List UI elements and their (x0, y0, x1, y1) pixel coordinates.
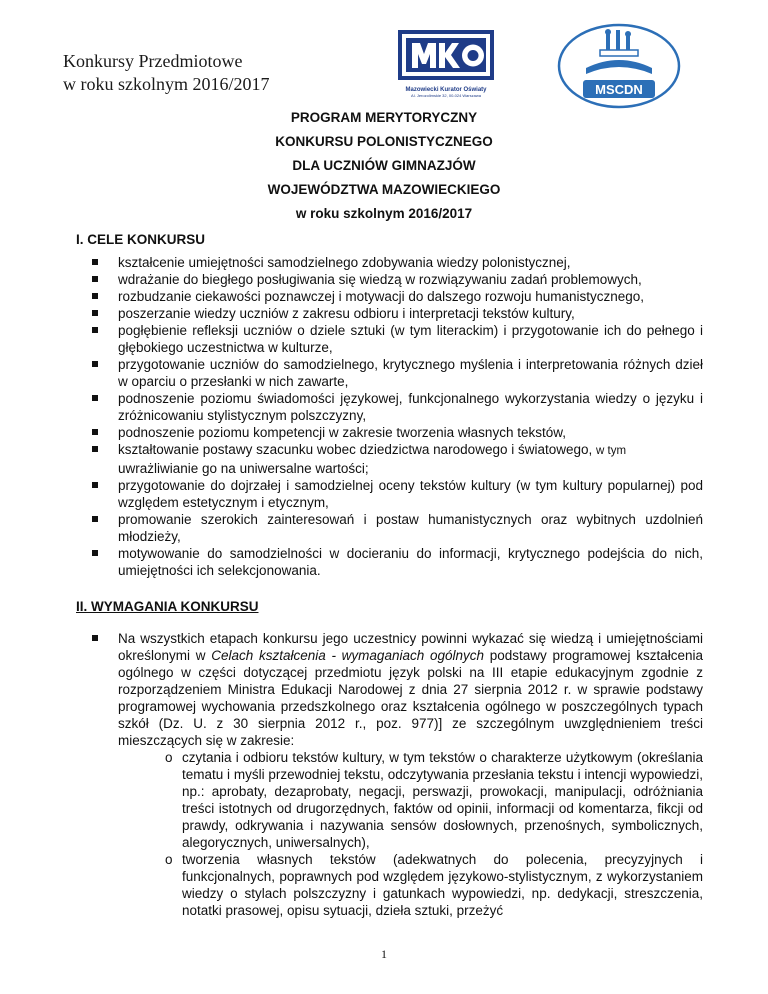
title-line-5: w roku szkolnym 2016/2017 (295, 206, 473, 221)
goal-item: rozbudzanie ciekawości poznawczej i motywacji do dalszego rozwoju humanistycznego, (118, 288, 703, 305)
requirements-list (118, 630, 703, 919)
goal-item: pogłębienie refleksji uczniów o dziele sztuki (w tym literackim) i przygotowanie ich do pełnego i głębokiego uczestnictwa w kulturze, (118, 323, 703, 355)
goal-item: przygotowanie uczniów do samodzielnego, krytycznego myślenia i interpretowania różnych dzieł w oparciu o przesłanki w nich zawarte, (118, 357, 703, 389)
mko-logo-name: Mazowiecki Kurator Oświaty (405, 87, 487, 93)
goal-item: motywowanie do samodzielności w docieraniu do informacji, krytycznego podejścia do nich, umiejętności ich selekcjonowania. (118, 546, 703, 578)
requirement-intro-a: Na wszystkich etapach konkursu jego uczestnicy powinni wykazać się wiedzą i umiejętnościami określonymi w (118, 631, 703, 663)
goal-item: kształcenie umiejętności samodzielnego zdobywania wiedzy polonistycznej, (118, 254, 703, 271)
program-title (0, 106, 768, 226)
goal-item: podnoszenie poziomu świadomości językowej, funkcjonalnego wykorzystania wiedzy o języku i zróżnicowaniu stylistycznym polszczyzny, (118, 391, 703, 423)
requirement-item (118, 630, 703, 919)
goal-item: podnoszenie poziomu kompetencji w zakresie tworzenia własnych tekstów, (118, 424, 703, 441)
mko-logo (398, 30, 494, 98)
goal-item: przygotowanie do dojrzałej i samodzielnej oceny tekstów kultury (w tym kultury popularnej) pod względem estetycznym i etycznym, (118, 478, 703, 510)
requirement-subitem (165, 749, 703, 851)
requirement-intro-italic: Celach kształcenia - wymaganiach ogólnych (211, 648, 484, 663)
header-line-2: w roku szkolnym 2016/2017 (63, 74, 270, 94)
mscdn-logo (556, 22, 682, 110)
goal-item: wdrażanie do biegłego posługiwania się wiedzą w rozwiązywaniu zadań problemowych, (118, 271, 703, 288)
mscdn-logo-text: MSCDN (595, 82, 643, 97)
requirement-sublist (165, 749, 703, 919)
mko-logo-icon (398, 30, 494, 80)
requirement-subitem-text: tworzenia własnych tekstów (adekwatnych do polecenia, precyzyjnych i funkcjonalnych, poprawnych pod względem językowo-stylistycznym, z wykorzystaniem wiedzy o stylach polszczyzny i gatunkach wypowiedzi, np. dedykacji, streszczenia, notatki prasowej, opisu sytuacji, dzieła sztuki, przeżyć (182, 852, 703, 918)
title-line-1: PROGRAM MERYTORYCZNY (290, 110, 478, 125)
header-title (63, 50, 270, 96)
requirement-intro-b: podstawy programowej kształcenia ogólnego w części dotyczącej przedmiotu język polski na III etapie edukacyjnym zgodnie z rozporządzeniem Ministra Edukacji Narodowej z dnia 27 sierpnia 2012 r. w sprawie podstawy programowej wychowania przedszkolnego oraz kształcenia ogólnego w poszczególnych typach szkół (Dz. U. z 30 sierpnia 2012 r., poz. 977)] ze szczególnym uwzględnieniem treści mieszczących się w zakresie: (118, 648, 703, 748)
goal-item: poszerzanie wiedzy uczniów z zakresu odbioru i interpretacji tekstów kultury, (118, 305, 703, 322)
subitem-marker: o (165, 750, 173, 765)
header-line-1: Konkursy Przedmiotowe (63, 51, 243, 71)
goal-item-continuation: uwrażliwianie go na uniwersalne wartości; (118, 461, 369, 476)
requirement-subitem (165, 851, 703, 919)
title-line-4: WOJEWÓDZTWA MAZOWIECKIEGO (267, 182, 501, 197)
subitem-marker: o (165, 852, 173, 867)
goal-item (118, 441, 703, 477)
title-line-3: DLA UCZNIÓW GIMNAZJÓW (292, 158, 476, 173)
mko-logo-address: Al. Jerozolimskie 32, 00-024 Warszawa (411, 93, 481, 98)
goal-item: promowanie szerokich zainteresowań i postaw humanistycznych oraz wybitnych uzdolnień młodzieży, (118, 512, 703, 544)
goals-list (118, 254, 703, 579)
requirement-subitem-text: czytania i odbioru tekstów kultury, w tym tekstów o charakterze użytkowym (określania tematu i myśli przewodniej tekstu, odczytywania przesłania tekstu i intencji wypowiedzi, np.: aprobaty, dezaprobaty, negacji, perswazji, prowokacji, manipulacji, odróżniania treści istotnych od drugorzędnych, faktów od opinii, informacji od komentarza, fikcji od prawdy, odkrywania i nazywania sensów dosłownych, przenośnych, symbolicznych, alegorycznych, uniwersalnych), (182, 750, 703, 850)
goal-item-text: kształtowanie postawy szacunku wobec dziedzictwa narodowego i światowego, (118, 442, 593, 457)
page-number: 1 (381, 947, 387, 961)
section-1-heading: I. CELE KONKURSU (76, 232, 206, 247)
goal-item-small-text: w tym (596, 445, 627, 457)
title-line-2: KONKURSU POLONISTYCZNEGO (275, 134, 493, 149)
mscdn-logo-icon (556, 22, 682, 110)
section-2-heading: II. WYMAGANIA KONKURSU (76, 599, 259, 614)
